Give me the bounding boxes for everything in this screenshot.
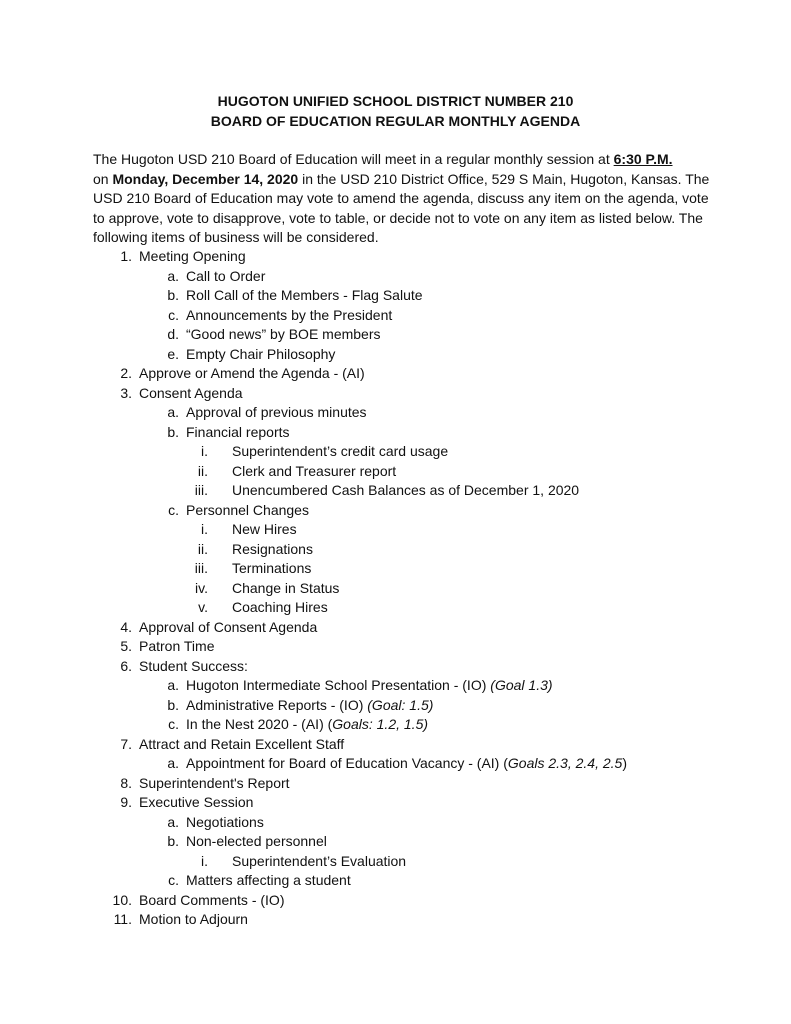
- item-text: Executive Session: [139, 794, 254, 810]
- item-text: [186, 754, 627, 774]
- item-text: Roll Call of the Members - Flag Salute: [186, 287, 423, 303]
- item-text: Coaching Hires: [232, 599, 328, 615]
- agenda-title: BOARD OF EDUCATION REGULAR MONTHLY AGENDA: [210, 113, 581, 129]
- goal-ref: (Goal: 1.5): [367, 696, 434, 713]
- item-text: Non-elected personnel: [186, 833, 327, 849]
- item-text: Meeting Opening: [139, 248, 246, 264]
- item-text: “Good news” by BOE members: [186, 326, 381, 342]
- list-item: [0, 306, 791, 326]
- item-marker: iii.: [194, 482, 208, 498]
- item-marker: 6.: [120, 657, 132, 674]
- list-item: [0, 540, 791, 560]
- item-text: Board Comments - (IO): [139, 891, 285, 908]
- intro-text-1: The Hugoton USD 210 Board of Education will meet in a regular monthly session at: [93, 151, 614, 167]
- goal-ref: Goals 2.3, 2.4, 2.5: [507, 755, 623, 771]
- intro-text-2: on: [93, 170, 113, 187]
- item-text: Patron Time: [139, 638, 215, 654]
- item-marker: 4.: [120, 618, 132, 635]
- item-marker: ii.: [197, 462, 208, 479]
- item-text: Announcements by the President: [186, 306, 393, 323]
- item-label: Appointment for Board of Education Vacancy - (AI) (: [186, 755, 508, 771]
- list-item: [0, 832, 791, 852]
- item-text: Consent Agenda: [139, 384, 243, 401]
- list-item: [0, 286, 791, 306]
- item-text: [186, 715, 428, 735]
- list-item: [0, 403, 791, 423]
- item-text: Empty Chair Philosophy: [186, 345, 336, 362]
- list-item: [0, 267, 791, 287]
- item-marker: 5.: [120, 638, 132, 654]
- list-item: [0, 637, 791, 657]
- list-item: [0, 715, 791, 735]
- meeting-time: 6:30 P.M.: [613, 151, 673, 167]
- item-text: Approve or Amend the Agenda - (AI): [139, 365, 365, 381]
- item-marker: b.: [167, 696, 179, 713]
- item-marker: iv.: [195, 579, 208, 596]
- list-item: [0, 442, 791, 462]
- intro-text-3: in the USD 210 District Office, 529 S Main, Hugoton, Kansas. The USD 210 Board of Education may vote to amend the agenda, discuss any item on the agenda, vote to approve, vote to disapprove, vote to table, or decide not to vote on any item as listed below. The following items of business will be considered.: [93, 170, 710, 245]
- item-text: Superintendent's Report: [139, 774, 290, 791]
- item-marker: i.: [201, 443, 208, 459]
- list-item: [0, 423, 791, 443]
- meeting-date: Monday, December 14, 2020: [112, 170, 299, 187]
- list-item: [0, 345, 791, 365]
- item-text: Resignations: [232, 540, 313, 557]
- item-text: Matters affecting a student: [186, 872, 351, 888]
- item-marker: 3.: [120, 384, 132, 401]
- item-marker: a.: [167, 404, 179, 420]
- item-text: Call to Order: [186, 267, 266, 284]
- item-marker: i.: [201, 521, 208, 537]
- item-marker: c.: [168, 872, 179, 888]
- item-marker: b.: [167, 423, 179, 440]
- item-label: Hugoton Intermediate School Presentation - (IO): [186, 677, 491, 693]
- list-item: [0, 501, 791, 521]
- list-item: [0, 520, 791, 540]
- item-text: Approval of Consent Agenda: [139, 618, 318, 635]
- list-item: [0, 618, 791, 638]
- item-marker: i.: [201, 852, 208, 869]
- item-marker: a.: [167, 677, 179, 693]
- item-text: New Hires: [232, 521, 297, 537]
- list-item: [0, 247, 791, 267]
- item-text: Approval of previous minutes: [186, 404, 367, 420]
- item-text: Personnel Changes: [186, 501, 309, 518]
- item-text: Student Success:: [139, 657, 248, 674]
- item-marker: b.: [167, 287, 179, 303]
- intro-paragraph: [93, 150, 713, 248]
- item-text: [186, 696, 433, 716]
- item-label: Administrative Reports - (IO): [186, 696, 368, 713]
- item-marker: a.: [167, 813, 179, 830]
- item-text: Financial reports: [186, 423, 290, 440]
- list-item: [0, 559, 791, 579]
- item-label: In the Nest 2020 - (AI) (: [186, 716, 333, 732]
- item-text: Unencumbered Cash Balances as of December 1, 2020: [232, 482, 580, 498]
- goal-ref: Goals: 1.2, 1.5): [332, 716, 429, 732]
- item-text: Attract and Retain Excellent Staff: [139, 735, 345, 752]
- item-marker: a.: [167, 755, 179, 771]
- item-marker: 2.: [120, 365, 132, 381]
- list-item: [0, 891, 791, 911]
- list-item: [0, 364, 791, 384]
- item-label-end: ): [622, 755, 627, 771]
- item-text: Superintendent’s credit card usage: [232, 443, 449, 459]
- list-item: [0, 384, 791, 404]
- item-marker: c.: [168, 716, 179, 732]
- item-marker: a.: [167, 267, 179, 284]
- list-item: [0, 813, 791, 833]
- list-item: [0, 696, 791, 716]
- list-item: [0, 462, 791, 482]
- item-marker: ii.: [197, 540, 208, 557]
- item-text: [186, 676, 553, 696]
- item-text: Terminations: [232, 560, 312, 576]
- list-item: [0, 735, 791, 755]
- item-marker: c.: [168, 501, 179, 518]
- list-item: [0, 754, 791, 774]
- item-marker: v.: [198, 599, 208, 615]
- item-marker: 1.: [120, 248, 132, 264]
- list-item: [0, 910, 791, 930]
- list-item: [0, 774, 791, 794]
- agenda-list: [0, 247, 791, 930]
- item-text: Negotiations: [186, 813, 264, 830]
- list-item: [0, 579, 791, 599]
- item-marker: 8.: [120, 774, 132, 791]
- item-marker: 10.: [112, 891, 132, 908]
- goal-ref: (Goal 1.3): [490, 677, 553, 693]
- item-text: Change in Status: [232, 579, 340, 596]
- list-item: [0, 852, 791, 872]
- item-marker: e.: [167, 345, 179, 362]
- list-item: [0, 598, 791, 618]
- item-marker: d.: [167, 326, 179, 342]
- item-text: Motion to Adjourn: [139, 911, 248, 927]
- list-item: [0, 676, 791, 696]
- item-text: Clerk and Treasurer report: [232, 462, 397, 479]
- item-marker: 11.: [113, 911, 132, 927]
- item-marker: iii.: [194, 560, 208, 576]
- list-item: [0, 793, 791, 813]
- item-marker: 9.: [120, 794, 132, 810]
- list-item: [0, 481, 791, 501]
- list-item: [0, 325, 791, 345]
- item-marker: 7.: [120, 735, 132, 752]
- list-item: [0, 871, 791, 891]
- item-marker: c.: [168, 306, 179, 323]
- item-text: Superintendent’s Evaluation: [232, 852, 407, 869]
- district-title: HUGOTON UNIFIED SCHOOL DISTRICT NUMBER 210: [217, 93, 574, 109]
- list-item: [0, 657, 791, 677]
- item-marker: b.: [167, 833, 179, 849]
